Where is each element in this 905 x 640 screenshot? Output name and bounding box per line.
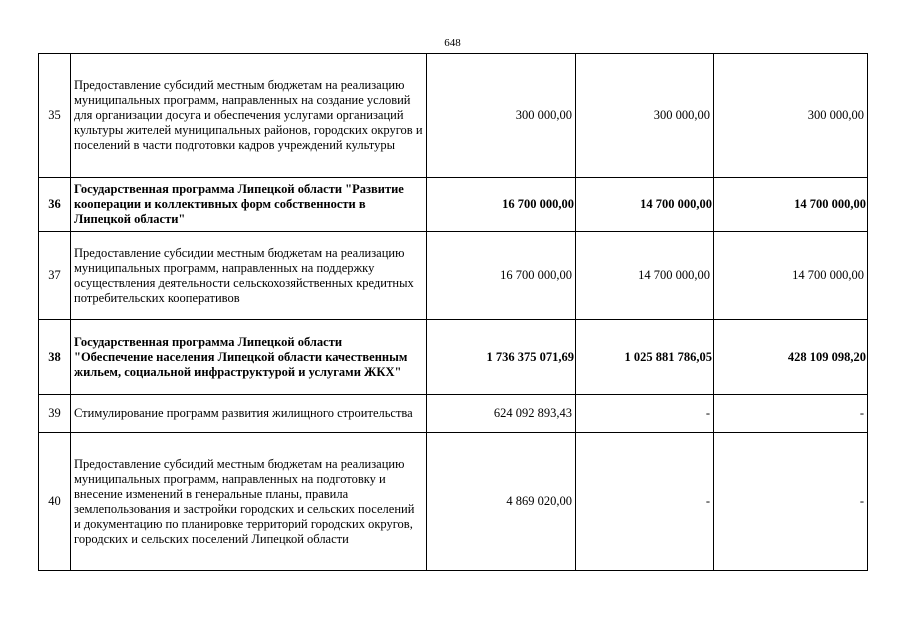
- row-name: Государственная программа Липецкой области "Обеспечение населения Липецкой области качественным жильем, социальной инфраструктурой и услугами ЖКХ": [71, 320, 427, 395]
- row-name: Стимулирование программ развития жилищного строительства: [71, 395, 427, 433]
- value-cell-2: 14 700 000,00: [576, 178, 714, 232]
- value-cell-1: 1 736 375 071,69: [427, 320, 576, 395]
- value-cell-3: 14 700 000,00: [714, 178, 868, 232]
- table-row: [39, 54, 868, 178]
- value-cell-3: -: [714, 395, 868, 433]
- value-cell-2: 300 000,00: [576, 54, 714, 178]
- value-cell-1: 624 092 893,43: [427, 395, 576, 433]
- value-cell-3: 14 700 000,00: [714, 232, 868, 320]
- value-cell-3: 300 000,00: [714, 54, 868, 178]
- table-row: [39, 433, 868, 571]
- row-number: 40: [39, 433, 71, 571]
- value-cell-2: 14 700 000,00: [576, 232, 714, 320]
- table-row: [39, 232, 868, 320]
- row-name: Предоставление субсидий местным бюджетам на реализацию муниципальных программ, направленных на подготовку и внесение изменений в генеральные планы, правила землепользования и застройки городских и сельских поселений и документацию по планировке территорий городских округов, городских и сельских поселений Липецкой области: [71, 433, 427, 571]
- value-cell-1: 16 700 000,00: [427, 232, 576, 320]
- page-number: 648: [444, 37, 461, 49]
- value-cell-3: -: [714, 433, 868, 571]
- table-row: [39, 178, 868, 232]
- value-cell-1: 300 000,00: [427, 54, 576, 178]
- value-cell-1: 16 700 000,00: [427, 178, 576, 232]
- value-cell-1: 4 869 020,00: [427, 433, 576, 571]
- row-number: 37: [39, 232, 71, 320]
- value-cell-3: 428 109 098,20: [714, 320, 868, 395]
- row-number: 36: [39, 178, 71, 232]
- row-number: 35: [39, 54, 71, 178]
- value-cell-2: 1 025 881 786,05: [576, 320, 714, 395]
- value-cell-2: -: [576, 433, 714, 571]
- row-name: Государственная программа Липецкой области "Развитие кооперации и коллективных форм собственности в Липецкой области": [71, 178, 427, 232]
- row-number: 39: [39, 395, 71, 433]
- table-row: [39, 320, 868, 395]
- value-cell-2: -: [576, 395, 714, 433]
- row-number: 38: [39, 320, 71, 395]
- budget-table: [38, 53, 868, 571]
- row-name: Предоставление субсидий местным бюджетам на реализацию муниципальных программ, направленных на создание условий для организации досуга и обеспечения услугами организаций культуры жителей муниципальных районов, городских округов и поселений в части подготовки кадров учреждений культуры: [71, 54, 427, 178]
- row-name: Предоставление субсидии местным бюджетам на реализацию муниципальных программ, направленных на поддержку осуществления деятельности сельскохозяйственных кредитных потребительских кооперативов: [71, 232, 427, 320]
- table-row: [39, 395, 868, 433]
